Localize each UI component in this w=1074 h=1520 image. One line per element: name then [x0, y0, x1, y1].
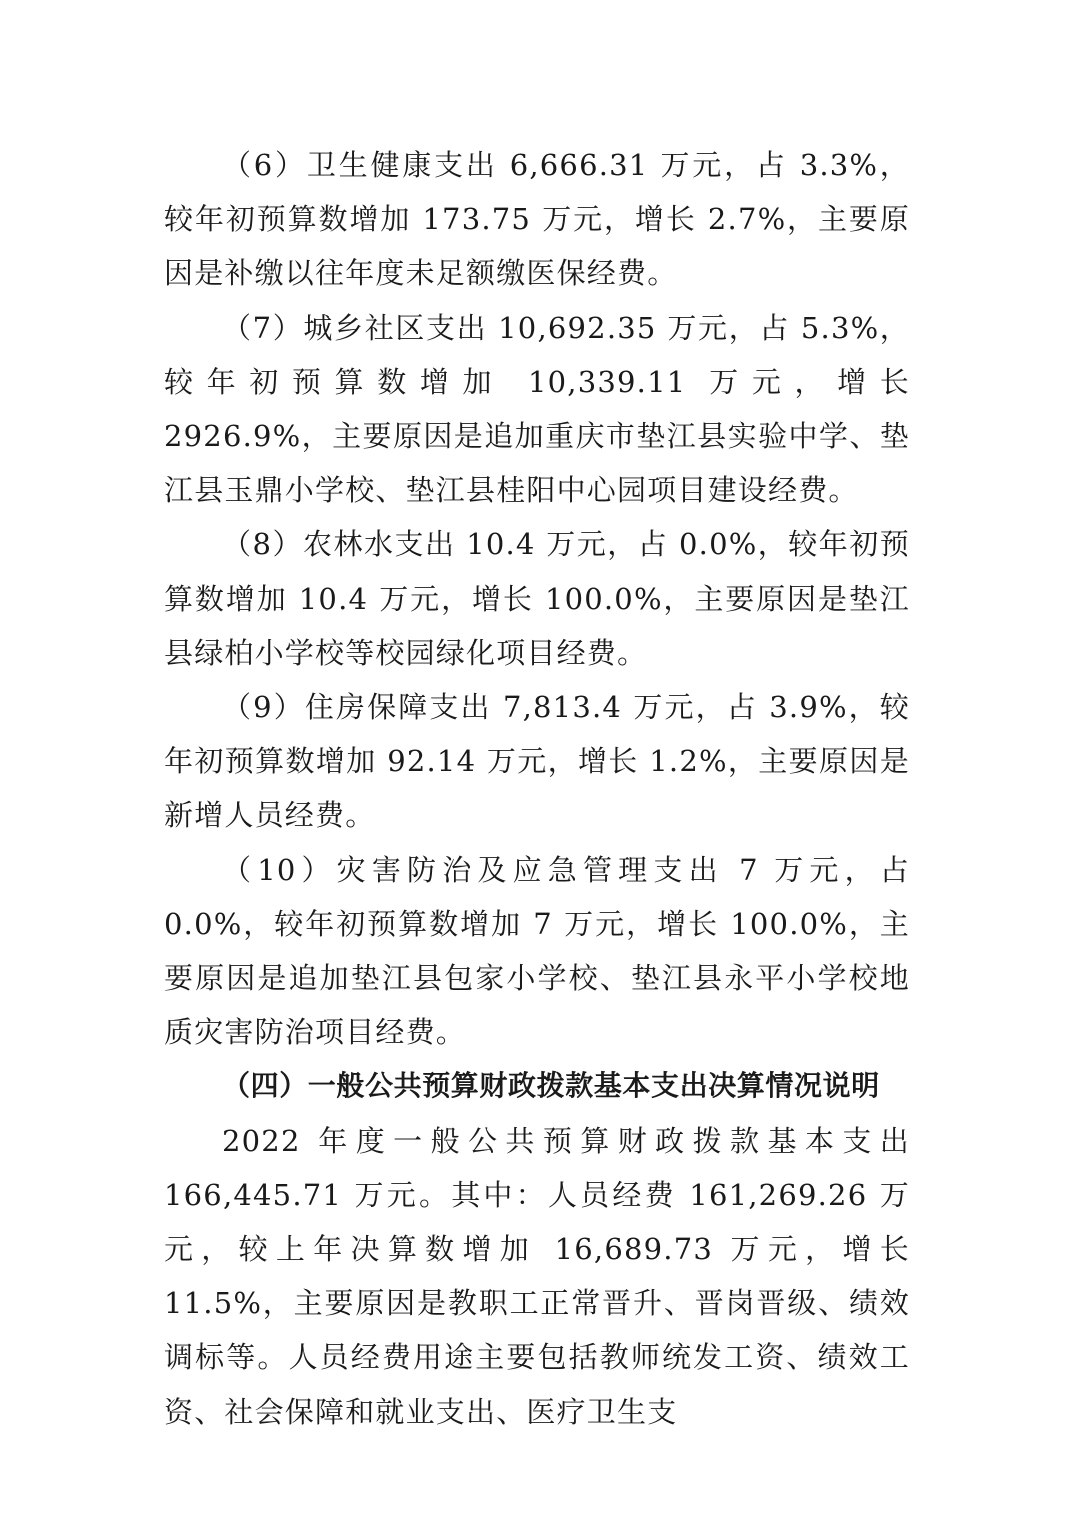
paragraph-urban-rural-expenditure: （7）城乡社区支出 10,692.35 万元，占 5.3%，较年初预算数增加 10,339.11 万元，增长 2926.9%，主要原因是追加重庆市垫江县实验中学、垫江县玉鼎小学校、垫江县桂阳中心园项目建设经费。	[164, 310, 910, 508]
paragraph-basic-expenditure: 2022 年度一般公共预算财政拨款基本支出 166,445.71 万元。其中：人员经费 161,269.26 万元，较上年决算数增加 16,689.73 万元，增长 11.5%，主要原因是教职工正常晋升、晋岗晋级、绩效调标等。人员经费用途主要包括教师统发工资、绩效工资、社会保障和就业支出、医疗卫生支	[164, 1123, 910, 1429]
document-body	[164, 138, 910, 1439]
paragraph-housing-expenditure: （9）住房保障支出 7,813.4 万元，占 3.9%，较年初预算数增加 92.14 万元，增长 1.2%，主要原因是新增人员经费。	[164, 690, 910, 833]
section-heading: （四）一般公共预算财政拨款基本支出决算情况说明	[222, 1069, 880, 1103]
paragraph-health-expenditure: （6）卫生健康支出 6,666.31 万元，占 3.3%，较年初预算数增加 173.75 万元，增长 2.7%，主要原因是补缴以往年度未足额缴医保经费。	[164, 148, 910, 291]
paragraph-agriculture-expenditure: （8）农林水支出 10.4 万元，占 0.0%，较年初预算数增加 10.4 万元，增长 100.0%，主要原因是垫江县绿柏小学校等校园绿化项目经费。	[164, 527, 910, 670]
paragraph-disaster-expenditure: （10）灾害防治及应急管理支出 7 万元，占 0.0%，较年初预算数增加 7 万元，增长 100.0%，主要原因是追加垫江县包家小学校、垫江县永平小学校地质灾害防治项目经费。	[164, 852, 910, 1050]
